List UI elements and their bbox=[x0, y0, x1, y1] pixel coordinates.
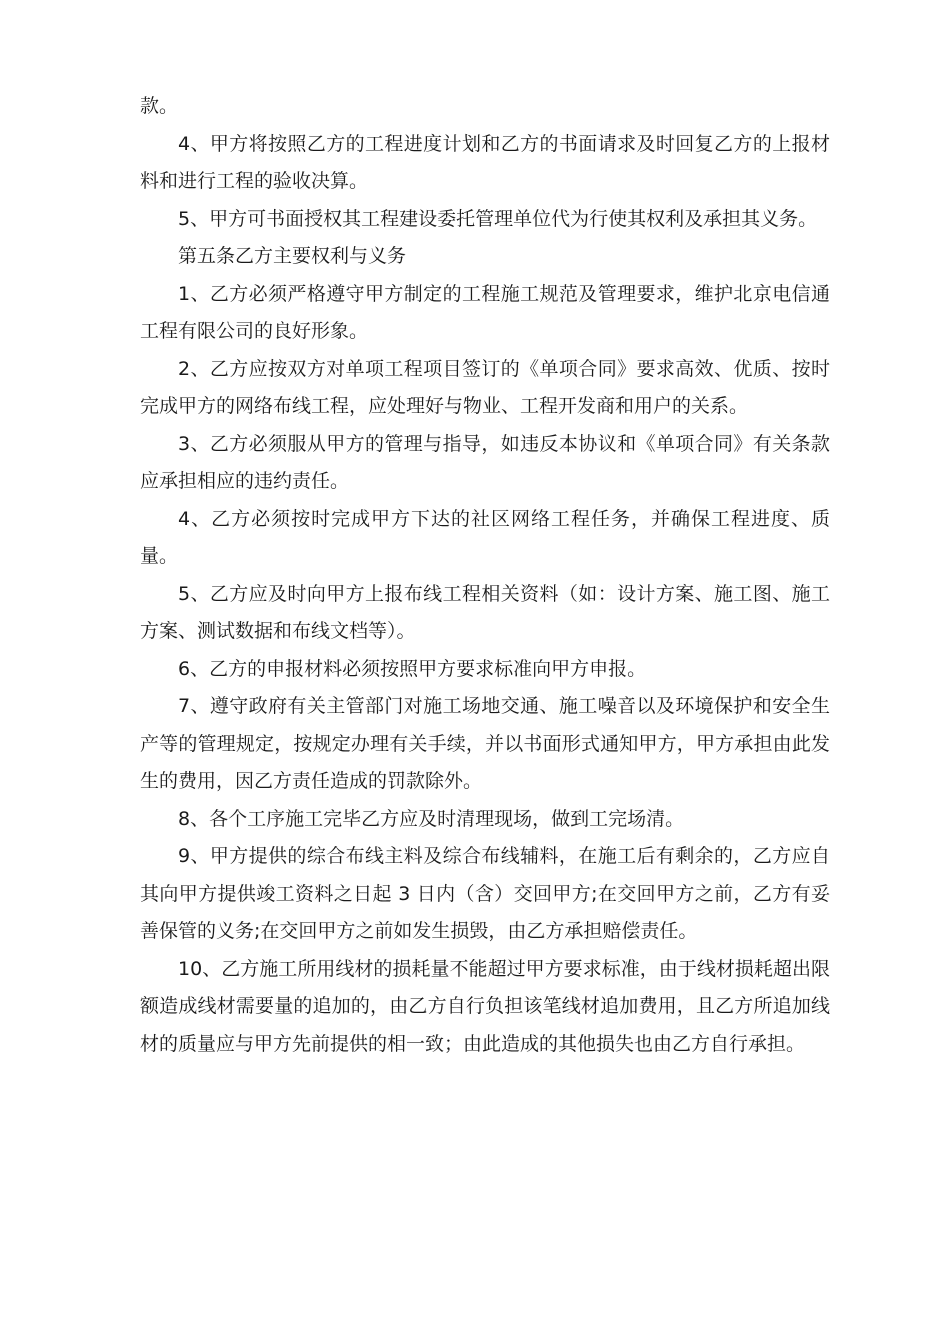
paragraph-party-b-item-7: 7、遵守政府有关主管部门对施工场地交通、施工噪音以及环境保护和安全生产等的管理规定，按规定办理有关手续，并以书面形式通知甲方，甲方承担由此发生的费用，因乙方责任造成的罚款除外。 bbox=[140, 695, 830, 792]
paragraph-party-b-item-10: 10、乙方施工所用线材的损耗量不能超过甲方要求标准，由于线材损耗超出限额造成线材需要量的追加的，由乙方自行负担该笔线材追加费用，且乙方所追加线材的质量应与甲方先前提供的相一致；由此造成的其他损失也由乙方自行承担。 bbox=[140, 957, 830, 1055]
paragraph-party-a-item-5: 5、甲方可书面授权其工程建设委托管理单位代为行使其权利及承担其义务。 bbox=[178, 207, 818, 230]
paragraph-party-b-item-2: 2、乙方应按双方对单项工程项目签订的《单项合同》要求高效、优质、按时完成甲方的网络布线工程，应处理好与物业、工程开发商和用户的关系。 bbox=[140, 357, 830, 417]
paragraph-continuation: 款。 bbox=[140, 95, 179, 117]
paragraph-party-b-item-6: 6、乙方的申报材料必须按照甲方要求标准向甲方申报。 bbox=[178, 657, 647, 680]
paragraph-party-b-item-5: 5、乙方应及时向甲方上报布线工程相关资料（如：设计方案、施工图、施工方案、测试数据和布线文档等）。 bbox=[140, 582, 830, 642]
paragraph-party-b-item-4: 4、乙方必须按时完成甲方下达的社区网络工程任务，并确保工程进度、质量。 bbox=[140, 507, 830, 567]
paragraph-party-a-item-4: 4、甲方将按照乙方的工程进度计划和乙方的书面请求及时回复乙方的上报材料和进行工程的验收决算。 bbox=[140, 132, 830, 192]
paragraph-party-b-item-3: 3、乙方必须服从甲方的管理与指导，如违反本协议和《单项合同》有关条款应承担相应的违约责任。 bbox=[140, 432, 830, 492]
document-body bbox=[140, 88, 830, 1063]
paragraph-party-b-item-1: 1、乙方必须严格遵守甲方制定的工程施工规范及管理要求，维护北京电信通工程有限公司的良好形象。 bbox=[140, 282, 830, 342]
paragraph-party-b-item-9: 9、甲方提供的综合布线主料及综合布线辅料，在施工后有剩余的，乙方应自其向甲方提供竣工资料之日起 3 日内（含）交回甲方;在交回甲方之前，乙方有妥善保管的义务;在交回甲方之前如发生损毁，由乙方承担赔偿责任。 bbox=[140, 845, 830, 942]
paragraph-party-b-item-8: 8、各个工序施工完毕乙方应及时清理现场，做到工完场清。 bbox=[178, 807, 685, 830]
section-heading-article-5: 第五条乙方主要权利与义务 bbox=[178, 245, 407, 267]
